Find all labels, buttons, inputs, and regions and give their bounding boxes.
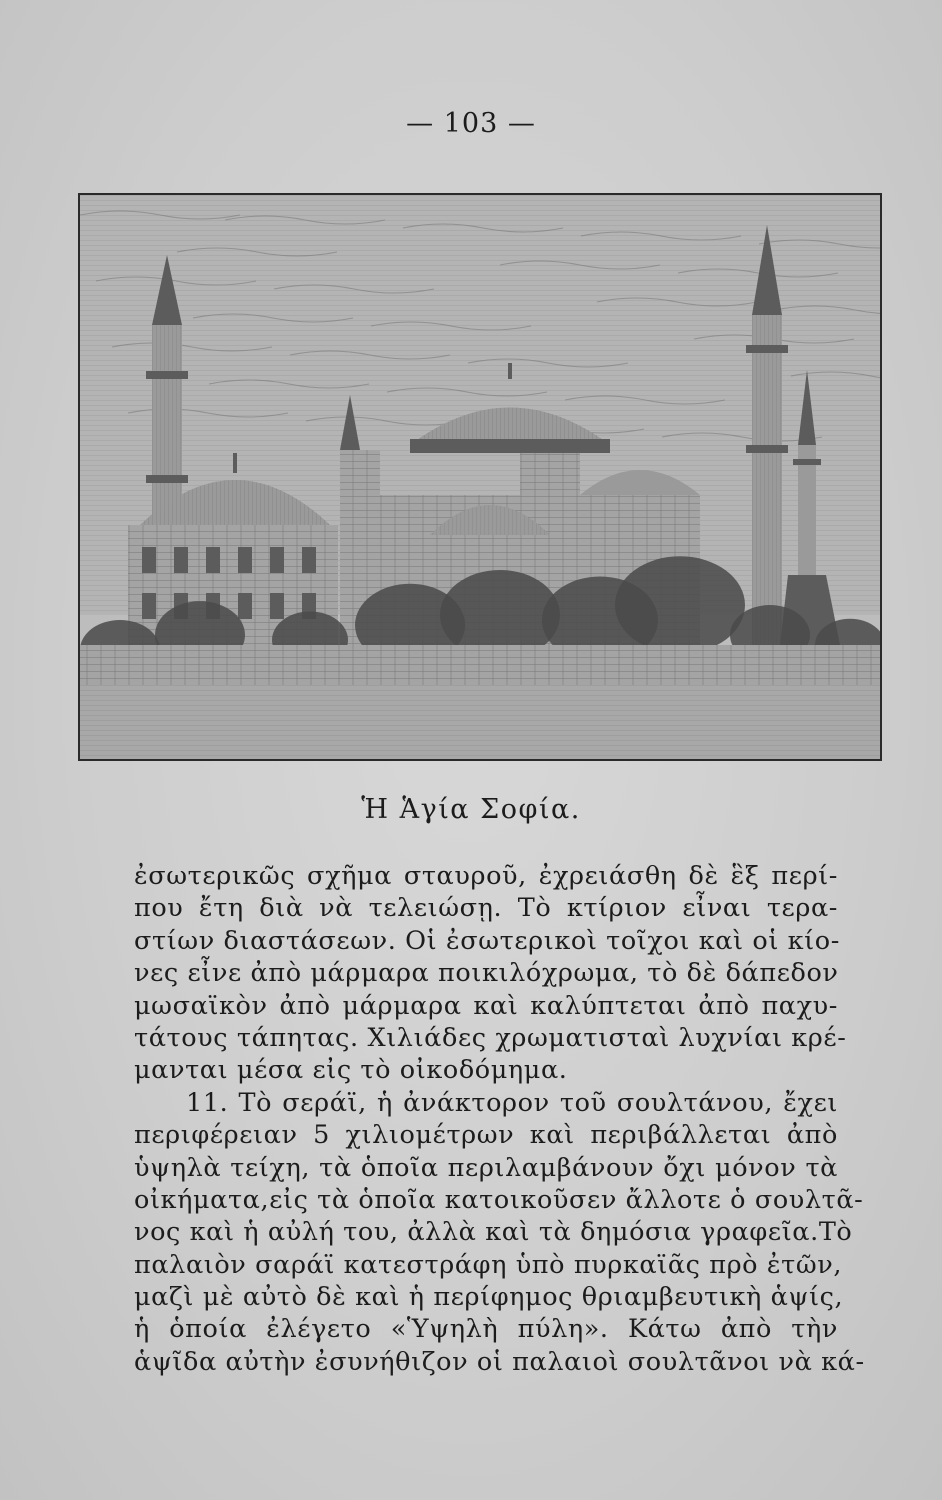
text-line: περιφέρειαν 5 χιλιομέτρων καὶ περιβάλλεται ἀπὸ <box>134 1120 838 1151</box>
text-line: παλαιὸν σαράϊ κατεστράφη ὑπὸ πυρκαϊᾶς πρὸ ἐτῶν, <box>134 1249 843 1280</box>
text-line: ὑψηλὰ τείχη, τὰ ὁποῖα περιλαμβάνουν ὄχι μόνον τὰ <box>134 1152 838 1183</box>
hagia-sophia-engraving <box>78 193 882 761</box>
page-number: — 103 — <box>406 108 536 139</box>
text-line: 11. Τὸ σεράϊ, ἡ ἀνάκτορον τοῦ σουλτάνου, ἔχει <box>186 1087 838 1118</box>
text-line: οἰκήματα,εἰς τὰ ὁποῖα κατοικοῦσεν ἄλλοτε ὁ σουλτᾶ- <box>134 1184 864 1215</box>
perimeter-wall <box>80 645 880 685</box>
text-line: ἁψῖδα αὐτὴν ἐσυνήθιζον οἱ παλαιοὶ σουλτᾶνοι νὰ κά- <box>134 1346 865 1377</box>
text-line: ἐσωτερικῶς σχῆμα σταυροῦ, ἐχρειάσθη δὲ ἓξ περί- <box>134 861 838 891</box>
text-line: νος καὶ ἡ αὐλή του, ἀλλὰ καὶ τὰ δημόσια γραφεῖα.Τὸ <box>134 1217 853 1248</box>
text-line: ἡ ὁποία ἐλέγετο «Ὑψηλὴ πύλη». Κάτω ἀπὸ τὴν <box>134 1314 838 1345</box>
engraving-illustration <box>80 195 880 759</box>
text-line: μωσαϊκὸν ἀπὸ μάρμαρα καὶ καλύπτεται ἀπὸ παχυ- <box>134 990 838 1021</box>
text-line: που ἔτη διὰ νὰ τελειώσῃ. Τὸ κτίριον εἶναι τερα- <box>134 893 838 924</box>
text-line: τάτους τάπητας. Χιλιάδες χρωματισταὶ λυχνίαι κρέ- <box>134 1022 847 1053</box>
text-line: μανται μέσα εἰς τὸ οἰκοδόμημα. <box>134 1055 568 1086</box>
body-text <box>134 860 865 1378</box>
text-line: στίων διαστάσεων. Οἱ ἐσωτερικοὶ τοῖχοι καὶ οἱ κίο- <box>134 925 840 956</box>
text-line: νες εἶνε ἀπὸ μάρμαρα ποικιλόχρωμα, τὸ δὲ δάπεδον <box>134 958 839 989</box>
text-line: μαζὶ μὲ αὐτὸ δὲ καὶ ἡ περίφημος θριαμβευτικὴ ἁψίς, <box>134 1282 844 1313</box>
illustration-caption: Ἡ Ἁγία Σοφία. <box>361 794 581 825</box>
